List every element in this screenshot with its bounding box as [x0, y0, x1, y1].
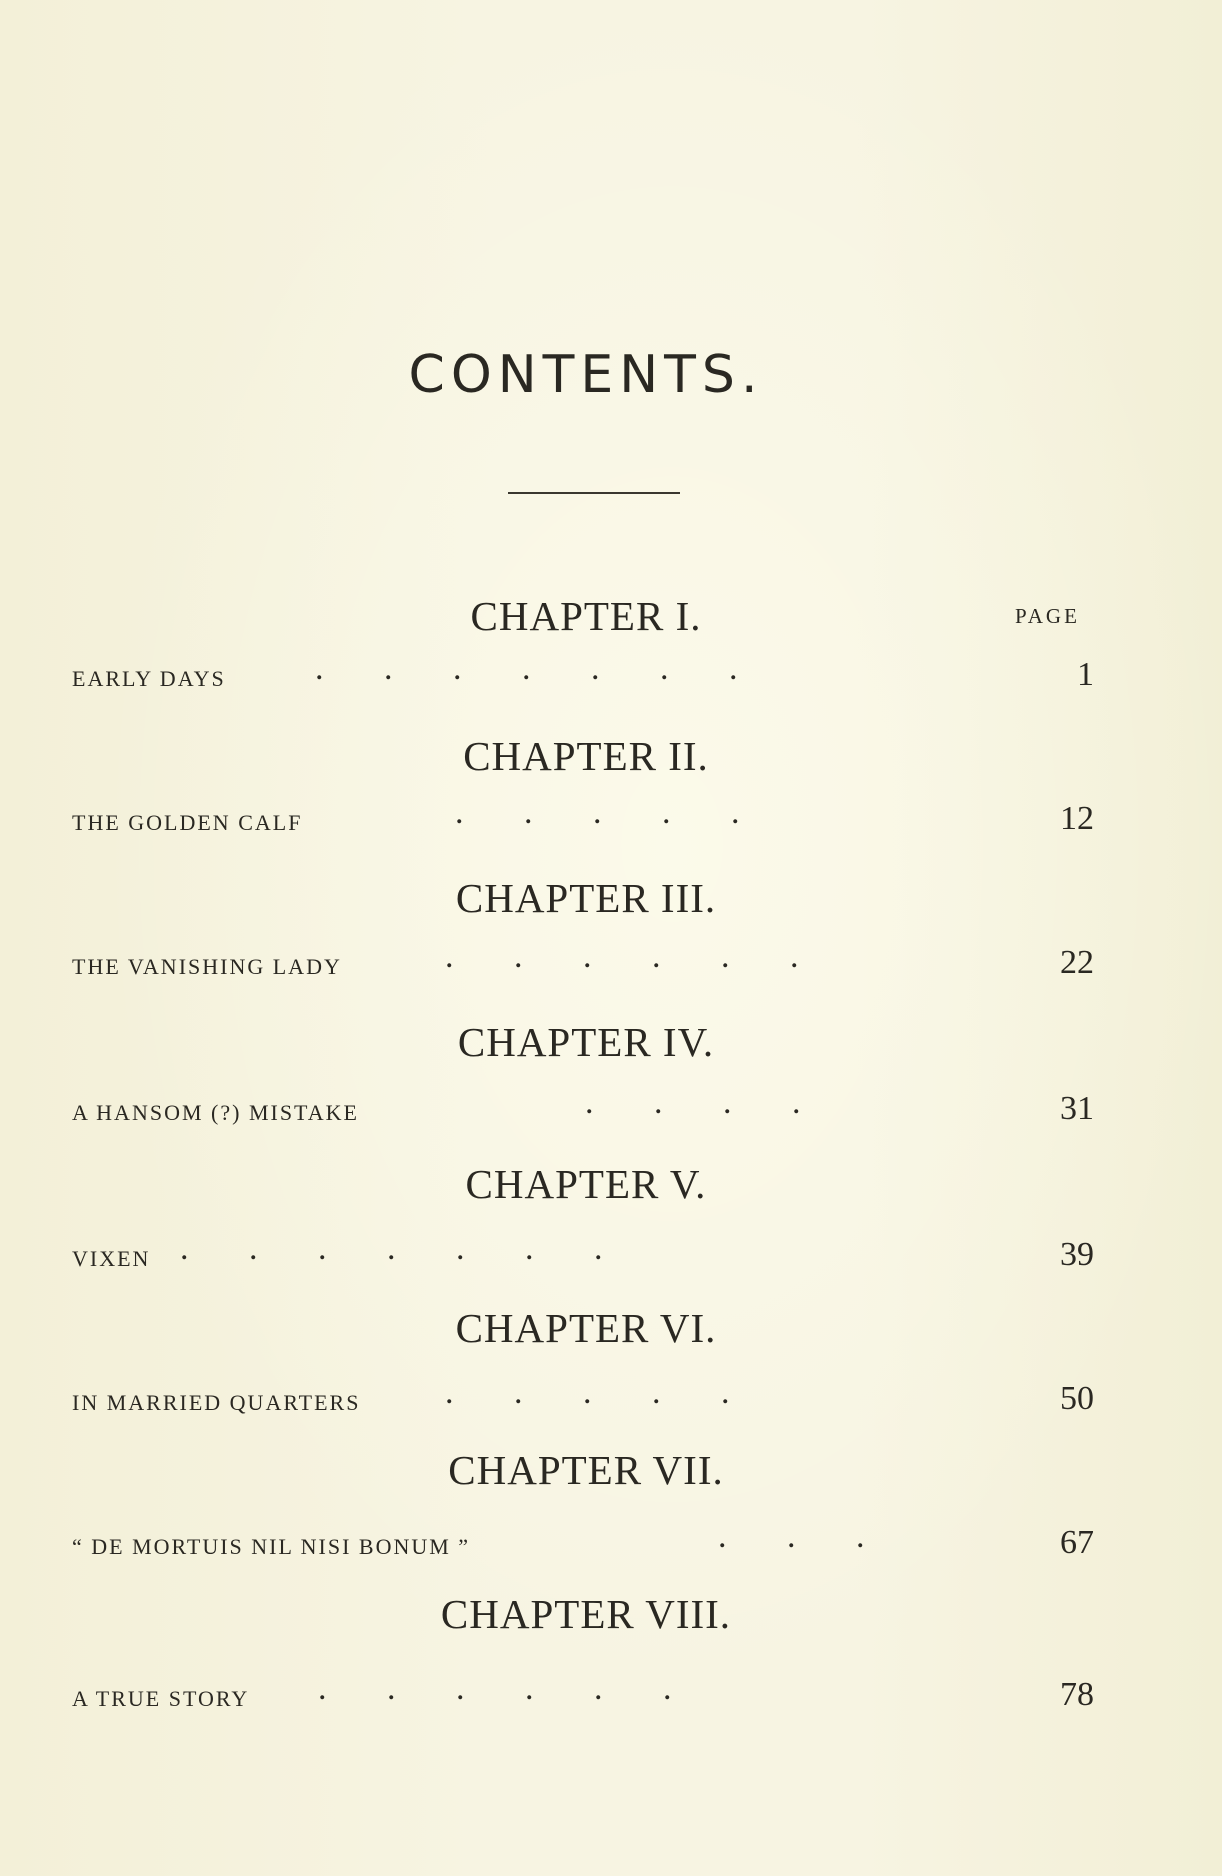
chapter-title: IN MARRIED QUARTERS [72, 1390, 361, 1415]
page-title: CONTENTS. [408, 345, 764, 405]
chapter-title: “ DE MORTUIS NIL NISI BONUM ” [72, 1534, 471, 1559]
chapter-heading: CHAPTER I. [470, 593, 702, 639]
chapter-title: THE GOLDEN CALF [72, 810, 303, 835]
chapter-title: A HANSOM (?) MISTAKE [72, 1100, 359, 1125]
page-number: 12 [1060, 800, 1094, 837]
dot-leaders: . . . . . . . [315, 650, 738, 687]
title-rule [508, 492, 680, 494]
chapter-heading: CHAPTER IV. [457, 1019, 715, 1065]
page-number: 78 [1060, 1676, 1094, 1713]
chapter-heading: CHAPTER VII. [448, 1447, 724, 1493]
dot-leaders: . . . . . . [445, 938, 799, 975]
page-number: 1 [1077, 656, 1094, 693]
chapter-title: A TRUE STORY [72, 1686, 250, 1711]
dot-leaders: . . . . [585, 1084, 801, 1121]
page-number: 50 [1060, 1380, 1094, 1417]
chapter-title: VIXEN [72, 1246, 151, 1271]
chapter-heading: CHAPTER III. [455, 875, 717, 921]
page-number: 39 [1060, 1236, 1094, 1273]
chapter-title: THE VANISHING LADY [72, 954, 342, 979]
page-column-label: PAGE [1015, 604, 1080, 628]
chapter-heading: CHAPTER VI. [455, 1305, 717, 1351]
dot-leaders: . . . . . . . [180, 1230, 603, 1267]
chapter-heading: CHAPTER V. [465, 1161, 707, 1207]
page-number: 67 [1060, 1524, 1094, 1561]
dot-leaders: . . . [718, 1518, 865, 1555]
chapter-heading: CHAPTER VIII. [440, 1591, 732, 1637]
chapter-title: EARLY DAYS [72, 666, 226, 691]
dot-leaders: . . . . . [445, 1374, 730, 1411]
page-number: 22 [1060, 944, 1094, 981]
chapter-heading: CHAPTER II. [463, 733, 709, 779]
page-number: 31 [1060, 1090, 1094, 1127]
dot-leaders: . . . . . [455, 794, 740, 831]
dot-leaders: . . . . . . [318, 1670, 672, 1707]
